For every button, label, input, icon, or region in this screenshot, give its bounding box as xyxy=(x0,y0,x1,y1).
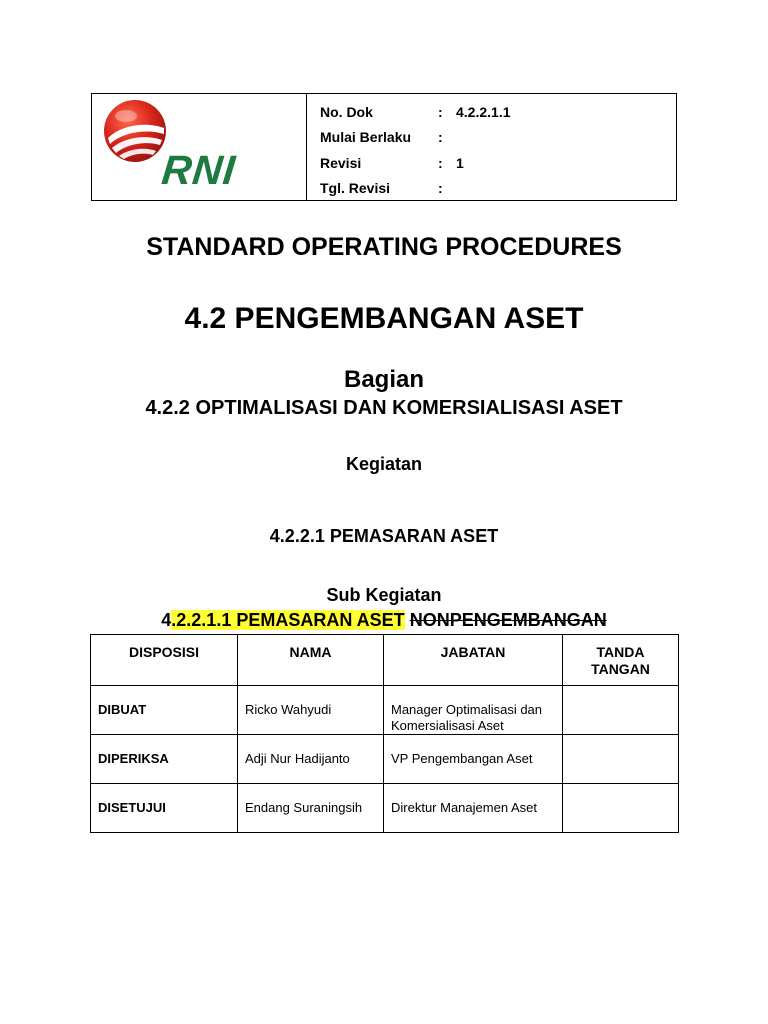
column-header-nama: NAMA xyxy=(238,635,384,686)
cell-jabatan: Manager Optimalisasi dan Komersialisasi Aset xyxy=(384,686,563,735)
cell-tanda-tangan xyxy=(563,784,679,833)
sub-kegiatan-label: Sub Kegiatan xyxy=(326,585,442,605)
table-header-row xyxy=(91,635,679,686)
kegiatan-label: Kegiatan xyxy=(345,454,423,474)
meta-label: Revisi xyxy=(320,154,362,171)
meta-label: No. Dok xyxy=(320,103,373,120)
cell-jabatan: VP Pengembangan Aset xyxy=(384,735,563,784)
kegiatan-title: 4.2.2.1 PEMASARAN ASET xyxy=(269,526,499,546)
cell-nama: Ricko Wahyudi xyxy=(238,686,384,735)
meta-value: 4.2.2.1.1 xyxy=(456,103,511,120)
column-header-disposisi: DISPOSISI xyxy=(91,635,238,686)
sub-kegiatan-prefix: 4 xyxy=(161,610,172,630)
logo-cell xyxy=(92,94,307,200)
column-header-jabatan: JABATAN xyxy=(384,635,563,686)
document-header xyxy=(91,93,677,201)
table-row xyxy=(91,735,679,784)
cell-disposisi: DISETUJUI xyxy=(91,784,238,833)
cell-tanda-tangan xyxy=(563,686,679,735)
meta-row-revisi xyxy=(307,150,676,176)
document-meta xyxy=(307,94,676,200)
sub-kegiatan-title xyxy=(0,610,768,631)
highlighted-text: .2.2.1.1 PEMASARAN ASET xyxy=(171,610,405,630)
column-header-tanda-tangan: TANDA TANGAN xyxy=(563,635,679,686)
meta-row-tgl-revisi xyxy=(307,176,676,202)
cell-disposisi: DIBUAT xyxy=(91,686,238,735)
rni-emblem-icon xyxy=(102,98,168,164)
strikethrough-text: NONPENGEMBANGAN xyxy=(409,610,607,630)
cell-jabatan: Direktur Manajemen Aset xyxy=(384,784,563,833)
meta-value: 1 xyxy=(456,154,464,171)
meta-colon: : xyxy=(438,129,443,146)
cell-disposisi: DIPERIKSA xyxy=(91,735,238,784)
meta-row-no-dok xyxy=(307,99,676,125)
table-row xyxy=(91,686,679,735)
cell-nama: Adji Nur Hadijanto xyxy=(238,735,384,784)
table-row xyxy=(91,784,679,833)
main-title: 4.2 PENGEMBANGAN ASET xyxy=(184,302,584,335)
meta-label: Tgl. Revisi xyxy=(320,180,391,197)
meta-label: Mulai Berlaku xyxy=(320,129,412,146)
meta-colon: : xyxy=(438,103,443,120)
sop-title: STANDARD OPERATING PROCEDURES xyxy=(146,233,622,261)
meta-row-mulai-berlaku xyxy=(307,125,676,151)
bagian-title: 4.2.2 OPTIMALISASI DAN KOMERSIALISASI ASET xyxy=(145,397,623,419)
approval-table xyxy=(90,634,679,833)
cell-tanda-tangan xyxy=(563,735,679,784)
rni-logo-text: RNI xyxy=(159,147,239,193)
bagian-label: Bagian xyxy=(343,366,424,393)
meta-colon: : xyxy=(438,154,443,171)
meta-colon: : xyxy=(438,180,443,197)
cell-nama: Endang Suraningsih xyxy=(238,784,384,833)
